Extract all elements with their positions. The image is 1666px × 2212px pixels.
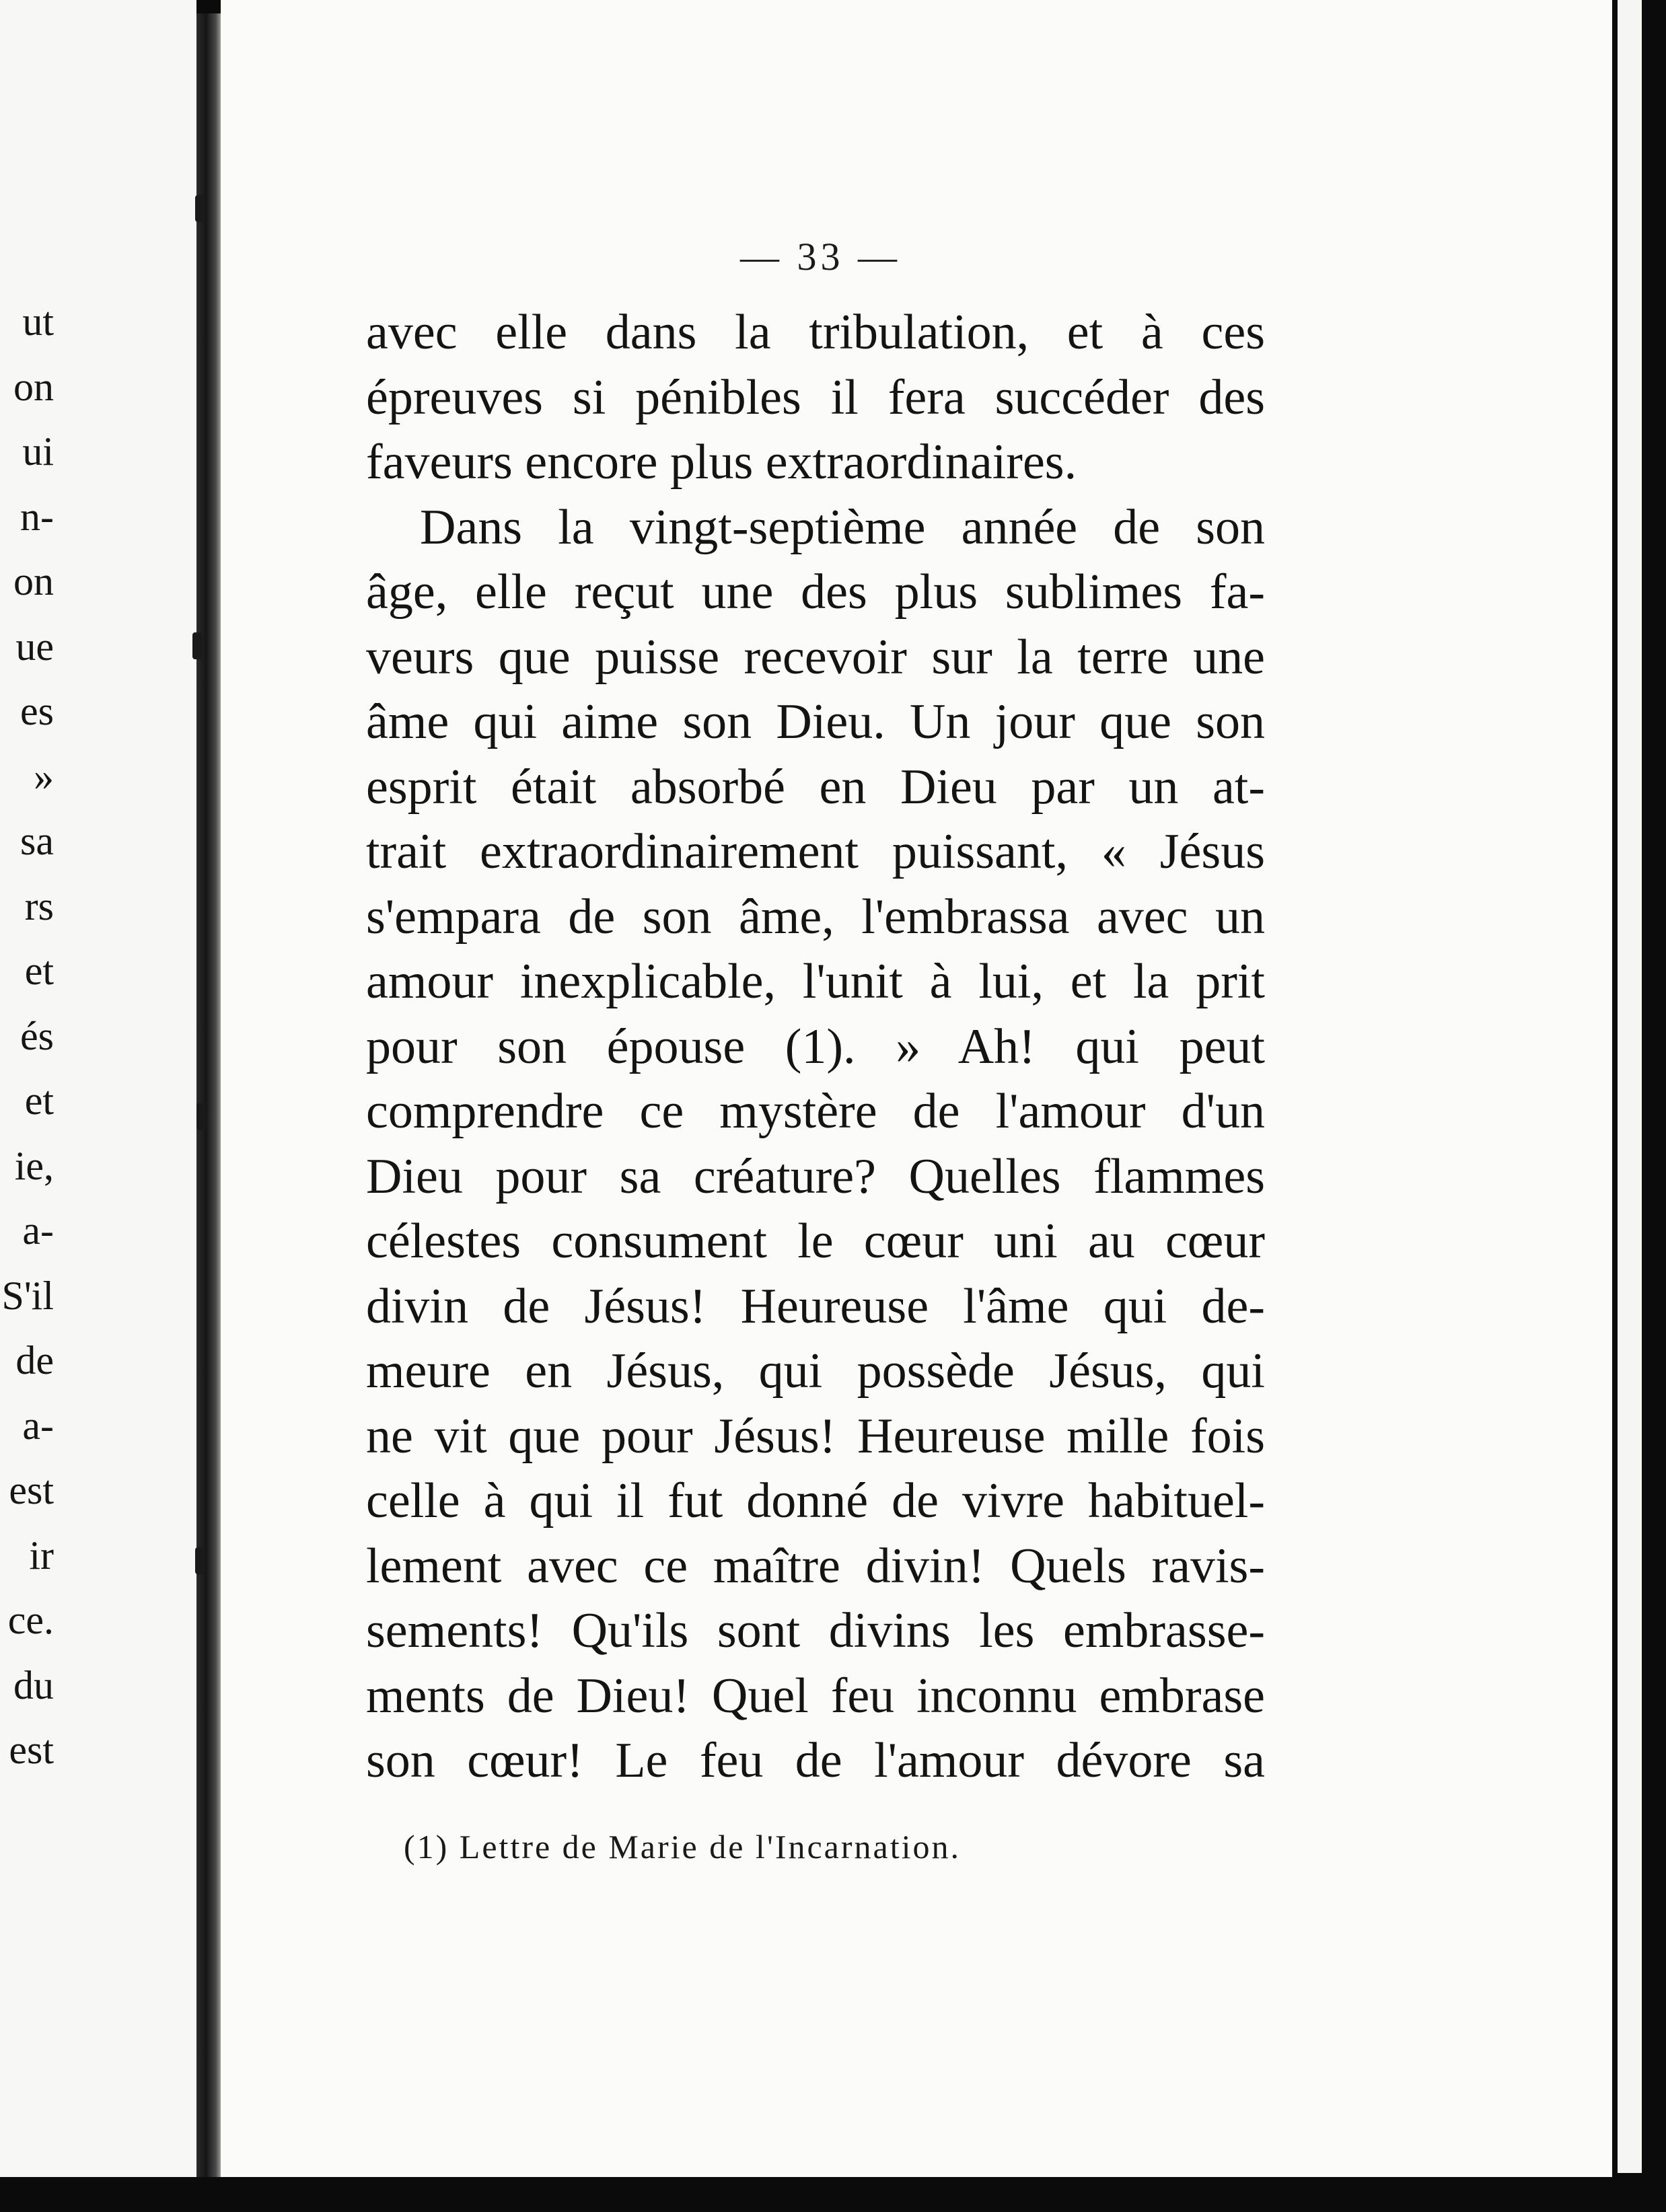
left-fragment: és bbox=[20, 1013, 54, 1058]
left-fragment: a- bbox=[22, 1403, 54, 1448]
text-line: esprit était absorbé en Dieu par un at- bbox=[366, 759, 1265, 815]
text-line: divin de Jésus! Heureuse l'âme qui de- bbox=[366, 1278, 1265, 1334]
left-fragment: rs bbox=[24, 883, 54, 928]
text-line: épreuves si pénibles il fera succéder des bbox=[366, 369, 1265, 425]
left-fragment: ui bbox=[22, 429, 54, 474]
left-fragment: est bbox=[9, 1728, 54, 1772]
scan-border bbox=[0, 2177, 1666, 2212]
binding-thread-mark bbox=[196, 1103, 206, 1130]
text-line: celle à qui il fut donné de vivre habituel- bbox=[366, 1473, 1265, 1528]
body-text bbox=[366, 300, 1265, 1794]
text-line: faveurs encore plus extraordinaires. bbox=[366, 435, 1077, 490]
text-line: sements! Qu'ils sont divins les embrasse- bbox=[366, 1603, 1265, 1658]
page-number: — 33 — bbox=[740, 235, 901, 279]
text-line: Dans la vingt-septième année de son bbox=[420, 499, 1265, 555]
left-fragment: n- bbox=[20, 494, 54, 539]
text-line: âme qui aime son Dieu. Un jour que son bbox=[366, 694, 1265, 749]
text-line: pour son épouse (1). » Ah! qui peut bbox=[366, 1019, 1265, 1074]
left-fragment: sa bbox=[20, 819, 54, 863]
left-fragment: ie, bbox=[14, 1143, 54, 1188]
left-fragment: es bbox=[20, 689, 54, 733]
text-line: comprendre ce mystère de l'amour d'un bbox=[366, 1084, 1265, 1139]
left-fragment: on bbox=[13, 364, 54, 409]
text-line: lement avec ce maître divin! Quels ravis- bbox=[366, 1538, 1265, 1594]
text-line: trait extraordinairement puissant, « Jésus bbox=[366, 824, 1265, 879]
left-fragment: est bbox=[9, 1468, 54, 1512]
binding-thread-mark bbox=[192, 632, 202, 659]
left-fragment: ir bbox=[29, 1533, 54, 1578]
text-line: s'empara de son âme, l'embrassa avec un bbox=[366, 889, 1265, 945]
text-line: meure en Jésus, qui possède Jésus, qui bbox=[366, 1343, 1265, 1399]
left-fragment: a- bbox=[22, 1208, 54, 1253]
left-fragment: on bbox=[13, 559, 54, 603]
next-page-sliver bbox=[1618, 0, 1642, 2173]
left-fragment: et bbox=[24, 949, 54, 993]
binding-thread-mark bbox=[195, 1547, 205, 1574]
left-page bbox=[0, 0, 196, 2193]
left-fragment: et bbox=[24, 1078, 54, 1123]
left-fragment: ut bbox=[22, 299, 54, 344]
text-line: ne vit que pour Jésus! Heureuse mille fois bbox=[366, 1408, 1265, 1464]
left-page-text-fragments bbox=[0, 289, 54, 1837]
binding-thread-mark bbox=[195, 195, 205, 222]
left-fragment: ue bbox=[15, 624, 54, 669]
text-line: âge, elle reçut une des plus sublimes fa- bbox=[366, 564, 1265, 620]
left-fragment: du bbox=[13, 1662, 54, 1707]
text-line: ments de Dieu! Quel feu inconnu embrase bbox=[366, 1668, 1265, 1724]
left-fragment: de bbox=[15, 1338, 54, 1382]
text-line: Dieu pour sa créature? Quelles flammes bbox=[366, 1148, 1265, 1204]
text-line: avec elle dans la tribulation, et à ces bbox=[366, 305, 1265, 360]
footnote: (1) Lettre de Marie de l'Incarnation. bbox=[404, 1828, 961, 1866]
next-page-edge bbox=[1612, 0, 1666, 2212]
text-line: amour inexplicable, l'unit à lui, et la prit bbox=[366, 954, 1265, 1009]
left-fragment: S'il bbox=[1, 1273, 54, 1318]
text-line: veurs que puisse recevoir sur la terre une bbox=[366, 629, 1265, 685]
left-fragment: ce. bbox=[7, 1598, 54, 1642]
left-fragment: » bbox=[34, 753, 54, 799]
text-line: célestes consument le cœur uni au cœur bbox=[366, 1214, 1265, 1269]
text-line: son cœur! Le feu de l'amour dévore sa bbox=[366, 1733, 1265, 1788]
